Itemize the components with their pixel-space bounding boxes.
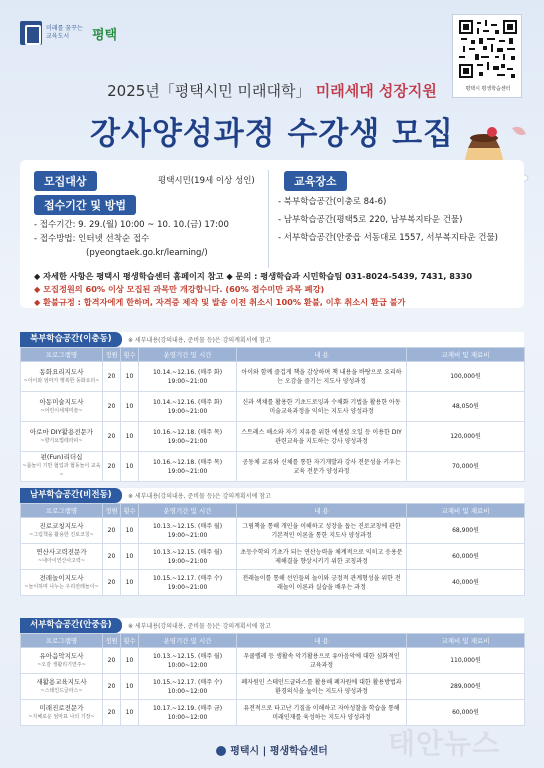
table-row — [21, 648, 525, 674]
subtitle-year: 2025년 — [107, 82, 160, 100]
period-lines — [34, 218, 229, 260]
schedule-cell — [139, 648, 237, 674]
schedule-dates: 10.15.~12.17. (매주 수) — [152, 574, 223, 582]
column-header: 횟수 — [121, 634, 139, 648]
place-line: - 북부학습공간(이충로 84-6) — [278, 197, 387, 207]
column-header: 교재비 및 재료비 — [407, 348, 525, 362]
capacity-cell: 20 — [103, 700, 121, 726]
program-cell — [21, 392, 103, 422]
program-name: 새활용교육지도사 — [36, 677, 87, 686]
note-line: ◆ 자세한 사항은 평택시 평생학습센터 홈페이지 참고 ◆ 문의 : 평생학습과 시민학습팀 031-8024-5439, 7431, 8330 — [34, 271, 473, 281]
sessions-cell: 10 — [121, 700, 139, 726]
program-subtitle: ~내아이연산사고력~ — [37, 557, 86, 564]
table-row — [21, 544, 525, 570]
fee-cell: 120,000원 — [407, 422, 525, 452]
schedule-cell — [139, 518, 237, 544]
program-subtitle: ~몸놀이 기반 협업과 협동놀이 교육~ — [22, 463, 101, 478]
qr-code-icon — [459, 20, 517, 78]
section-title: 북부학습공간(이충동) — [20, 332, 122, 347]
logo-icon — [20, 21, 42, 45]
schedule-cell — [139, 452, 237, 482]
section-header — [20, 332, 524, 347]
schedule-cell — [139, 392, 237, 422]
column-header: 정원 — [103, 348, 121, 362]
schedule-dates: 10.16.~12.18. (매주 목) — [152, 458, 223, 466]
course-table — [20, 633, 525, 726]
registration-url[interactable]: (pyeongtaek.go.kr/learning/) — [86, 248, 208, 258]
capacity-cell: 20 — [103, 452, 121, 482]
subtitle-quote: 「평택시민 미래대학」 — [159, 82, 311, 100]
column-header: 내 용 — [237, 634, 407, 648]
fee-cell: 40,000원 — [407, 570, 525, 596]
watermark: 태안뉴스 — [388, 727, 501, 760]
target-value: 평택시민(19세 이상 성인) — [158, 176, 255, 186]
program-subtitle: ~오감 생활리기연주~ — [37, 661, 86, 668]
program-cell — [21, 452, 103, 482]
schedule-cell — [139, 700, 237, 726]
course-table — [20, 503, 525, 596]
sessions-cell: 10 — [121, 674, 139, 700]
schedule-cell — [139, 362, 237, 392]
column-header: 횟수 — [121, 348, 139, 362]
place-tag: 교육장소 — [284, 171, 347, 191]
sessions-cell: 10 — [121, 518, 139, 544]
column-header: 내 용 — [237, 504, 407, 518]
course-section — [20, 618, 524, 726]
program-cell — [21, 674, 103, 700]
footer — [0, 742, 544, 757]
sessions-cell: 10 — [121, 570, 139, 596]
fee-cell: 48,050원 — [407, 392, 525, 422]
program-cell — [21, 362, 103, 392]
program-subtitle: ~스테인드글라스~ — [40, 687, 83, 694]
content-cell: 폐자원인 스테인드글라스를 활용해 폐자원에 대한 활용방법과 환경의식을 높이는 지도사 양성과정 — [237, 674, 407, 700]
course-section — [20, 488, 524, 596]
content-cell: 우쿨렐레 등 생활속 악기활용으로 유아음악에 대한 심화적인 교육과정 — [237, 648, 407, 674]
schedule-time: 19:00~21:00 — [167, 437, 208, 445]
section-title: 남부학습공간(비전동) — [20, 488, 122, 503]
capacity-cell: 20 — [103, 648, 121, 674]
capacity-cell: 20 — [103, 674, 121, 700]
program-subtitle: ~그림책을 활용한 진로코칭~ — [29, 531, 94, 538]
table-row — [21, 392, 525, 422]
program-name: 아동미술지도사 — [39, 397, 84, 406]
program-subtitle: ~어린이세계미술~ — [40, 407, 83, 414]
sessions-cell: 10 — [121, 452, 139, 482]
qr-caption: 평택시 평생학습센터 — [465, 86, 511, 92]
program-cell — [21, 544, 103, 570]
schedule-cell — [139, 544, 237, 570]
content-cell: 스트레스 해소와 자기 치유를 위한 에센셜 오일 등 이용한 DIY 관련교육을 지도하는 강사 양성과정 — [237, 422, 407, 452]
logo-name: 평택 — [92, 27, 118, 43]
content-cell: 전래놀이를 통해 선인들의 놀이와 긍정적 관계형성을 위한 전래놀이 이론과 실습을 배우는 과정 — [237, 570, 407, 596]
column-header: 교재비 및 재료비 — [407, 504, 525, 518]
schedule-dates: 10.16.~12.18. (매주 목) — [152, 428, 223, 436]
schedule-cell — [139, 570, 237, 596]
sessions-cell: 10 — [121, 362, 139, 392]
sessions-cell: 10 — [121, 648, 139, 674]
column-header: 운영기간 및 시간 — [139, 504, 237, 518]
program-name: 전래놀이지도사 — [39, 573, 84, 582]
place-line: - 서부학습공간(안중읍 서동대로 1557, 서부복지타운 건물) — [278, 233, 498, 243]
capacity-cell: 20 — [103, 544, 121, 570]
column-header: 운영기간 및 시간 — [139, 634, 237, 648]
schedule-time: 19:00~21:00 — [167, 583, 208, 591]
program-cell — [21, 700, 103, 726]
schedule-dates: 10.13.~12.15. (매주 월) — [152, 652, 223, 660]
column-header: 프로그램명 — [21, 348, 103, 362]
capacity-cell: 20 — [103, 518, 121, 544]
fee-cell: 110,000원 — [407, 648, 525, 674]
section-header — [20, 488, 524, 503]
pyeongtaek-logo — [20, 18, 117, 48]
column-header: 내 용 — [237, 348, 407, 362]
target-tag: 모집대상 — [34, 171, 97, 191]
schedule-time: 10:00~12:00 — [167, 713, 208, 721]
place-line: - 남부학습공간(평택5로 220, 남부복지타운 건물) — [278, 215, 463, 225]
program-cell — [21, 648, 103, 674]
schedule-dates: 10.13.~12.15. (매주 월) — [152, 548, 223, 556]
schedule-time: 19:00~21:00 — [167, 407, 208, 415]
city-emblem-icon — [216, 746, 226, 756]
subtitle-rest: 미래세대 성장지원 — [315, 82, 437, 100]
program-name: 연산사고력전문가 — [36, 547, 87, 556]
schedule-cell — [139, 422, 237, 452]
schedule-time: 10:00~12:00 — [167, 661, 208, 669]
info-panel — [20, 160, 524, 308]
capacity-cell: 20 — [103, 570, 121, 596]
note-line: ◆ 환불규정 : 합격자에게 한하며, 자격증 제작 및 발송 이전 취소시 100% 환불, 이후 취소시 환급 불가 — [34, 297, 406, 307]
schedule-dates: 10.13.~12.15. (매주 월) — [152, 522, 223, 530]
program-subtitle: ~향기요법테라피~ — [40, 437, 83, 444]
column-header: 프로그램명 — [21, 504, 103, 518]
table-row — [21, 518, 525, 544]
program-name: 진로코칭지도사 — [39, 521, 84, 530]
table-row — [21, 570, 525, 596]
sessions-cell: 10 — [121, 422, 139, 452]
program-subtitle: ~아이와 엄마가 행복한 동화요리~ — [23, 377, 100, 384]
program-cell — [21, 518, 103, 544]
column-header: 횟수 — [121, 504, 139, 518]
section-note: ※ 세부내용(강의내용, 준비물 등)은 강의계획서에 참고 — [128, 337, 271, 344]
content-cell: 공동체 교류와 신체를 통한 자기개발과 강사 전문성을 키우는 교육 전문가 양성과정 — [237, 452, 407, 482]
program-name: 유아음악지도사 — [39, 651, 84, 660]
program-name: 미래진로전문가 — [39, 703, 84, 712]
fee-cell: 68,900원 — [407, 518, 525, 544]
section-note: ※ 세부내용(강의내용, 준비물 등)은 강의계획서에 참고 — [128, 493, 271, 500]
content-cell: 신과 색채를 활용한 기초드로잉과 수채화 기법을 활용한 아동미술교육과정을 익히는 지도사 양성과정 — [237, 392, 407, 422]
course-section — [20, 332, 524, 482]
table-row — [21, 452, 525, 482]
program-name: 동화요리지도사 — [39, 367, 84, 376]
notes — [34, 270, 472, 309]
schedule-dates: 10.15.~12.17. (매주 수) — [152, 678, 223, 686]
page-title: 강사양성과정 수강생 모집 — [90, 116, 454, 152]
section-header — [20, 618, 524, 633]
schedule-time: 19:00~21:00 — [167, 467, 208, 475]
period-line: - 접수방법: 인터넷 선착순 접수 — [34, 234, 150, 244]
capacity-cell: 20 — [103, 422, 121, 452]
subtitle — [0, 80, 544, 101]
program-name: 펀(Fun)리더십 — [40, 453, 83, 461]
schedule-time: 10:00~12:00 — [167, 687, 208, 695]
schedule-dates: 10.14.~12.16. (매주 화) — [152, 398, 223, 406]
content-cell: 초등수학의 기초가 되는 연산능력을 체계적으로 익히고 응용문제해결을 향상시키기 위한 코칭과정 — [237, 544, 407, 570]
table-row — [21, 362, 525, 392]
fee-cell: 100,000원 — [407, 362, 525, 392]
sessions-cell: 10 — [121, 392, 139, 422]
column-header: 정원 — [103, 634, 121, 648]
logo-slogan: 미래를 꿈꾸는 교육도시 — [46, 25, 83, 40]
period-tag: 접수기간 및 방법 — [34, 195, 136, 215]
section-title: 서부학습공간(안중읍) — [20, 618, 122, 633]
content-cell: 아이와 함께 즐겁게 책을 감상하며 책 내용을 바탕으로 요리하는 오감을 즐기는 지도사 양성과정 — [237, 362, 407, 392]
schedule-time: 19:00~21:00 — [167, 531, 208, 539]
column-header: 프로그램명 — [21, 634, 103, 648]
course-table — [20, 347, 525, 482]
sessions-cell: 10 — [121, 544, 139, 570]
program-cell — [21, 422, 103, 452]
table-row — [21, 422, 525, 452]
section-note: ※ 세부내용(강의내용, 준비물 등)은 강의계획서에 참고 — [128, 623, 271, 630]
fee-cell: 60,000원 — [407, 700, 525, 726]
fee-cell: 70,000원 — [407, 452, 525, 482]
place-lines — [278, 193, 498, 247]
divider — [268, 170, 269, 268]
column-header: 운영기간 및 시간 — [139, 348, 237, 362]
column-header: 교재비 및 재료비 — [407, 634, 525, 648]
program-subtitle: ~놀이하며 나누는 우리전래놀이~ — [24, 583, 99, 590]
period-line: - 접수기간: 9. 29.(월) 10:00 ~ 10. 10.(금) 17:00 — [34, 220, 229, 230]
program-cell — [21, 570, 103, 596]
capacity-cell: 20 — [103, 362, 121, 392]
fee-cell: 60,000원 — [407, 544, 525, 570]
fee-cell: 289,000원 — [407, 674, 525, 700]
schedule-time: 19:00~21:00 — [167, 377, 208, 385]
schedule-cell — [139, 674, 237, 700]
footer-text: 평택시 | 평생학습센터 — [230, 746, 328, 757]
table-row — [21, 674, 525, 700]
program-subtitle: ~지혜로운 엄마표 나의 기장~ — [28, 713, 95, 720]
schedule-dates: 10.14.~12.16. (매주 화) — [152, 368, 223, 376]
content-cell: 유전적으로 타고난 기질을 이해하고 자아성찰을 학습을 통해 미래인재를 육성하는 지도사 양성과정 — [237, 700, 407, 726]
schedule-time: 19:00~21:00 — [167, 557, 208, 565]
program-name: 아로마 DIY활용전문가 — [29, 427, 94, 436]
column-header: 정원 — [103, 504, 121, 518]
capacity-cell: 20 — [103, 392, 121, 422]
schedule-dates: 10.17.~12.19. (매주 금) — [152, 704, 223, 712]
note-line: ◆ 모집정원의 60% 이상 모집된 과목만 개강합니다. (60% 접수미만 과목 폐강) — [34, 284, 325, 294]
content-cell: 그림책을 통해 개인을 이해하고 성장을 돕는 진로코칭에 관한 기본적인 이론을 통한 지도사 양성과정 — [237, 518, 407, 544]
